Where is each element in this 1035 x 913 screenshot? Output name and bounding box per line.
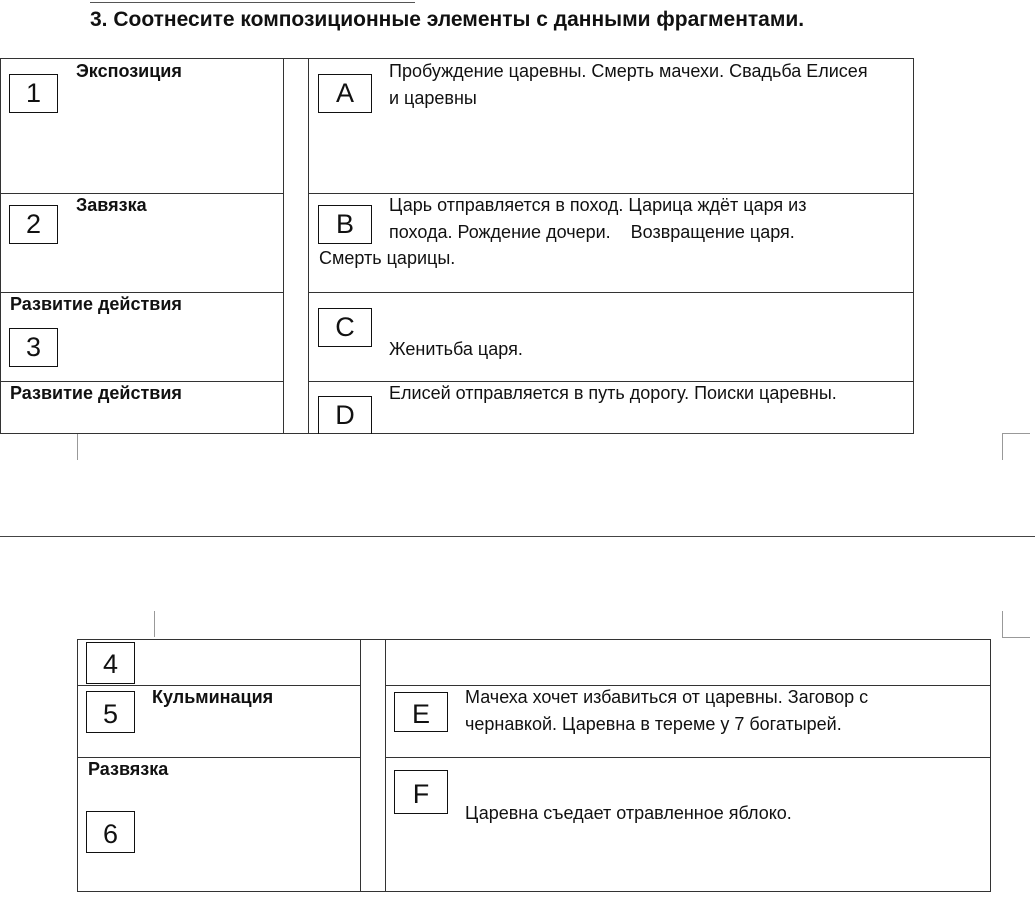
fragment-c: Женитьба царя. — [389, 339, 523, 359]
number-box-6: 6 — [86, 811, 135, 853]
margin-mark-right-1-top — [1002, 433, 1030, 434]
element-plot: Завязка — [76, 195, 147, 215]
margin-mark-right-2 — [1002, 611, 1003, 637]
t2-spacer-column — [360, 639, 386, 892]
number-box-2: 2 — [9, 205, 58, 244]
top-underline — [90, 2, 415, 3]
fragment-a: Пробуждение царевны. Смерть мачехи. Свадьба Елисея и царевны — [389, 61, 868, 108]
margin-mark-right-2-bottom — [1002, 637, 1030, 638]
margin-mark-left-2 — [154, 611, 155, 637]
letter-box-b: B — [318, 205, 372, 244]
element-rising-action-2: Развитие действия — [10, 383, 182, 403]
element-rising-action-1: Развитие действия — [10, 294, 182, 314]
number-box-3: 3 — [9, 328, 58, 367]
number-box-4: 4 — [86, 642, 135, 684]
task-title: 3. Соотнесите композиционные элементы с данными фрагментами. — [90, 8, 805, 31]
number-box-1: 1 — [9, 74, 58, 113]
fragment-b-line3: Смерть царицы. — [319, 248, 456, 268]
letter-box-d: D — [318, 396, 372, 434]
element-climax: Кульминация — [152, 687, 274, 707]
t1-spacer-column — [283, 58, 309, 434]
fragment-b-line1: Царь отправляется в поход. Царица ждёт царя из — [389, 195, 807, 215]
fragment-f: Царевна съедает отравленное яблоко. — [465, 803, 792, 823]
page-break-line — [0, 536, 1035, 537]
element-exposition: Экспозиция — [76, 61, 182, 81]
margin-mark-right-1 — [1002, 434, 1003, 460]
element-denouement: Развязка — [88, 759, 169, 779]
t2-right-cell-1 — [385, 639, 991, 686]
fragment-b-line2: похода. Рождение дочери. Возвращение царя. — [389, 222, 795, 242]
letter-box-f: F — [394, 770, 448, 814]
letter-box-a: A — [318, 74, 372, 113]
fragment-d: Елисей отправляется в путь дорогу. Поиски царевны. — [389, 383, 837, 403]
fragment-e: Мачеха хочет избавиться от царевны. Заговор с чернавкой. Царевна в тереме у 7 богатырей. — [465, 687, 869, 734]
number-box-5: 5 — [86, 691, 135, 733]
letter-box-e: E — [394, 692, 448, 732]
letter-box-c: C — [318, 308, 372, 347]
margin-mark-left-1 — [77, 434, 78, 460]
